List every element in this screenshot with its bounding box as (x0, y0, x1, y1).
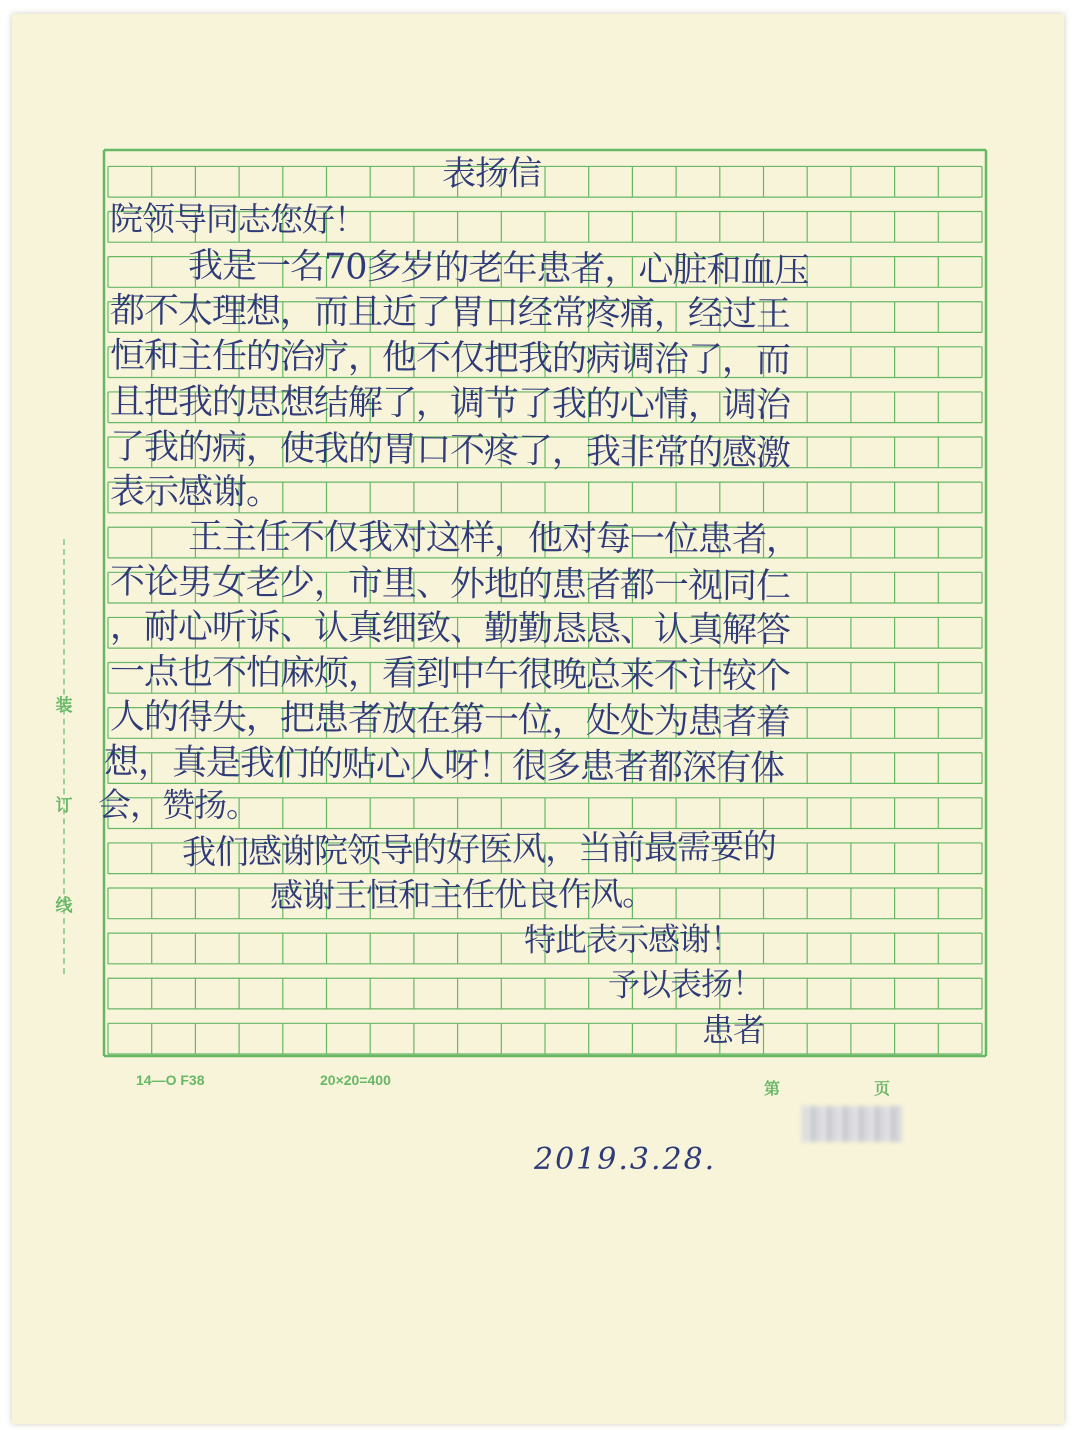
letter-line: 不论男女老少，市里、外地的患者都一视同仁 (109, 561, 791, 607)
closing-thanks: 特此表示感谢！ (523, 919, 742, 959)
paper-grid-count: 20×20=400 (320, 1072, 391, 1088)
letter-salutation: 院领导同志您好！ (109, 199, 367, 240)
letter-paper (12, 14, 1064, 1424)
binding-char-zhuang: 装 (55, 696, 73, 716)
page-label-ye: 页 (874, 1081, 891, 1098)
letter-line: 王主任不仅我对这样，他对每一位患者， (187, 516, 801, 561)
letter-line: 人的得失，把患者放在第一位，处处为患者着 (109, 697, 791, 744)
closing-praise: 予以表扬！ (607, 964, 764, 1004)
letter-title: 表扬信 (441, 153, 542, 194)
letter-date: 2019.3.28. (534, 1142, 717, 1177)
letter-line: 我们感谢院领导的好医风，当前最需要的 (181, 826, 777, 873)
letter-line: 表示感谢。 (109, 471, 281, 513)
letter-line: 了我的病，使我的胃口不疼了，我非常的感激 (109, 426, 791, 474)
letter-line: 都不太理想，而且近了胃口经常疼痛，经过王 (109, 291, 791, 335)
letter-line: 感谢王恒和主任优良作风。 (269, 873, 655, 915)
binding-char-xian: 线 (55, 896, 73, 916)
letter-line: 且把我的思想结解了，调节了我的心情，调治 (109, 381, 791, 426)
letter-line: 恒和主任的治疗，他不仅把我的病调治了，而 (109, 336, 791, 382)
page-label-di: 第 (764, 1081, 781, 1098)
letter-line: 会，赞扬。 (97, 785, 259, 825)
signature-label: 患者 (702, 1010, 765, 1049)
letter-line: 我是一名70多岁的老年患者，心脏和血压 (187, 246, 809, 292)
letter-line: ，耐心听诉、认真细致、勤勤恳恳、认真解答 (109, 607, 791, 651)
paper-code: 14—O F38 (136, 1072, 205, 1088)
binding-char-ding: 订 (55, 796, 73, 816)
letter-line: 想，真是我们的贴心人呀！很多患者都深有体 (103, 742, 785, 790)
letter-line: 一点也不怕麻烦，看到中午很晚总来不计较个 (109, 652, 791, 697)
redacted-signature (802, 1106, 902, 1142)
